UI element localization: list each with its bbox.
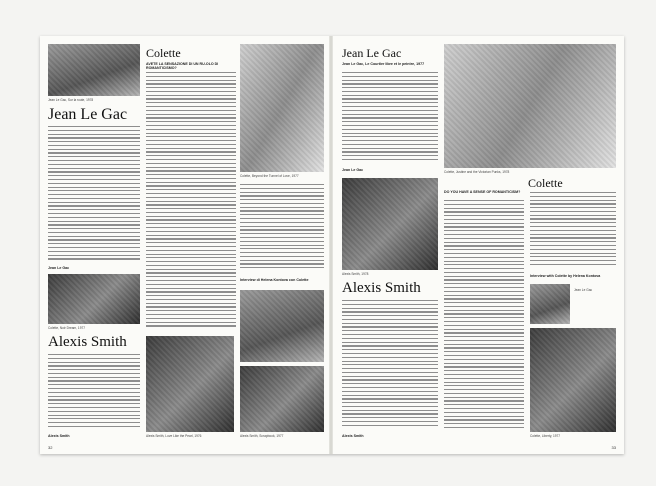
colette-question-en: DO YOU HAVE A SENSE OF ROMANTICISM? <box>444 190 521 194</box>
text-colette-cont <box>240 184 324 276</box>
page-number-left: 32 <box>48 445 53 450</box>
text-colette <box>146 72 236 334</box>
caption-vase-photo: Alexis Smith, Scrapbook, 1977 <box>240 434 284 438</box>
vase-photo <box>240 366 324 432</box>
mask-photo <box>146 336 234 432</box>
text-colette-en-cont <box>530 192 616 272</box>
heading-alexis-smith-en: Alexis Smith <box>342 280 421 296</box>
caption-portrait-photo: Jean Le Gac <box>574 288 593 292</box>
text-alexis-smith <box>48 354 140 432</box>
painting-photo <box>444 44 616 168</box>
magazine-spread <box>40 36 624 454</box>
caption-arch-photo: Colette, Beyond the Tunnel of Love, 1977 <box>240 174 299 178</box>
heading-jean-le-gac-en: Jean Le Gac <box>342 46 402 60</box>
text-alexis-smith-en <box>342 300 438 430</box>
colette-question: AVETE LA SENSAZIONE DI UN RU-OLO DI ROMANTICISMO? <box>146 62 219 71</box>
text-colette-en <box>444 200 524 432</box>
heading-alexis-smith: Alexis Smith <box>48 334 127 350</box>
colette-footer-en: Interview with Colette by Helena Kontova <box>530 274 601 278</box>
page-number-right: 33 <box>611 445 616 450</box>
text-jean-le-gac-en <box>342 72 438 166</box>
heading-colette: Colette <box>146 46 181 60</box>
colette-footer: Interview di Helena Kontova con Colette <box>240 278 309 282</box>
byline-alexis-en: Alexis Smith <box>342 434 364 438</box>
text-jean-le-gac <box>48 126 140 264</box>
caption-shelf-photo: Colette, Noir Dream, 1977 <box>48 326 86 330</box>
shelf-photo <box>48 274 140 324</box>
caption-painting-photo: Colette, Justine and the Victorian Punks, 1978 <box>444 170 510 174</box>
portrait-photo <box>530 284 570 324</box>
dancer-photo <box>240 44 324 172</box>
byline-alexis: Alexis Smith <box>48 434 70 438</box>
caption-figure-photo: Colette, Liberty, 1977 <box>530 434 561 438</box>
caption-street-photo: Jean Le Gac, Sur la route, 1978 <box>48 98 94 102</box>
left-page <box>40 36 330 454</box>
arch-photo <box>240 290 324 362</box>
heading-colette-en: Colette <box>528 176 563 190</box>
heading-jean-le-gac: Jean Le Gac <box>48 106 128 123</box>
caption-woman-photo: Alexis Smith, 1978 <box>342 272 369 276</box>
caption-mask-photo: Alexis Smith, Love Like the Pearl, 1976 <box>146 434 202 438</box>
right-page <box>332 36 624 454</box>
figure-photo <box>530 328 616 432</box>
jean-sub-en: Jean Le Gac, Le Courtier libre et le peintre, 1977 <box>342 62 425 66</box>
woman-photo <box>342 178 438 270</box>
byline-jean-en: Jean Le Gac <box>342 168 364 172</box>
byline-jean: Jean Le Gac <box>48 266 70 270</box>
street-photo <box>48 44 140 96</box>
